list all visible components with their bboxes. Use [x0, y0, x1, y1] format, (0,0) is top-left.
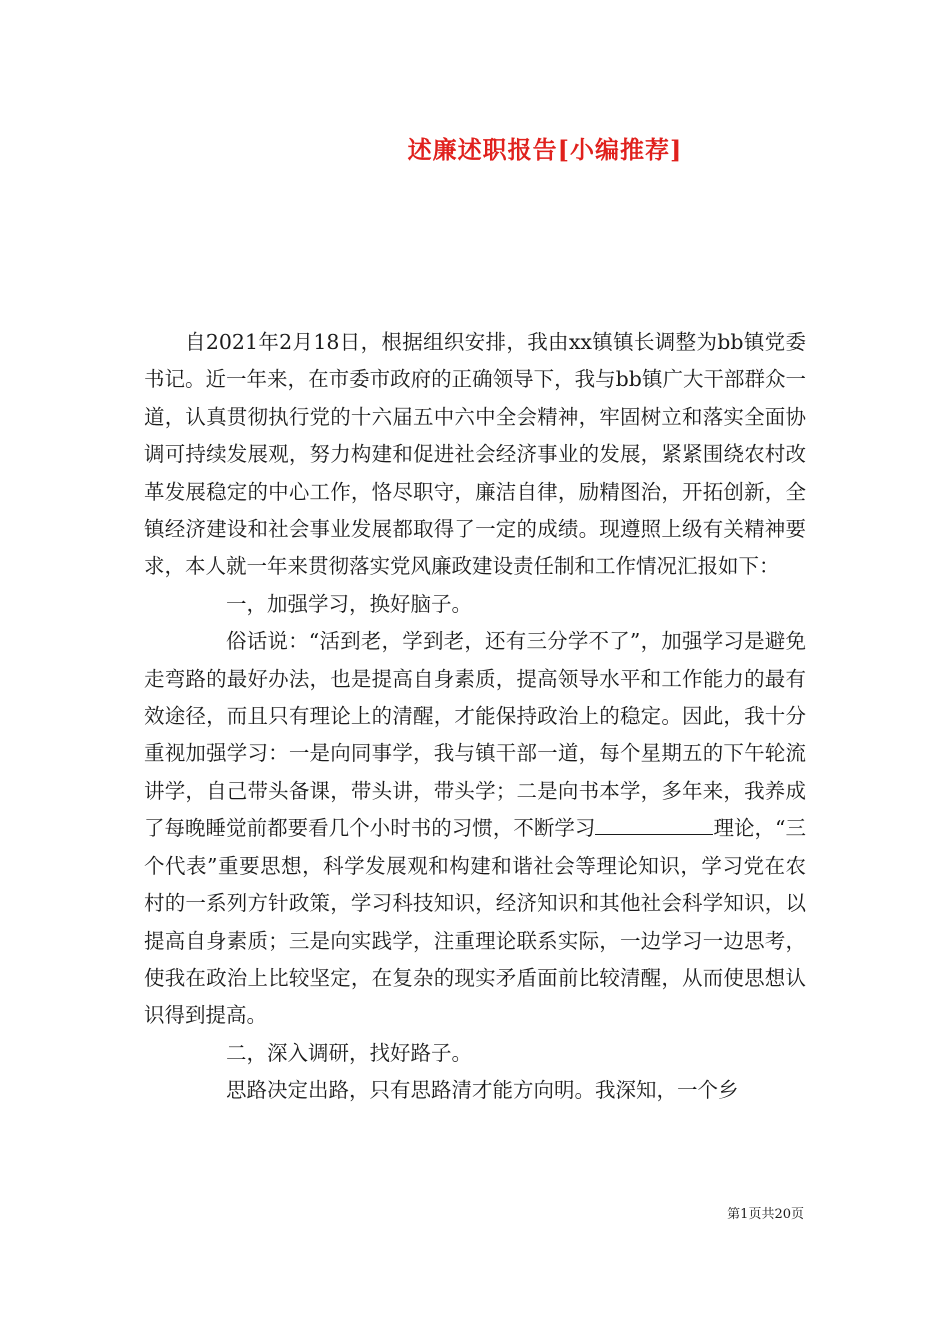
paragraph-study	[144, 623, 806, 1034]
section-heading-1: 一，加强学习，换好脑子。	[226, 591, 472, 616]
paragraph-research: 思路决定出路，只有思路清才能方向明。我深知，一个乡	[226, 1078, 739, 1103]
document-title: 述廉述职报告[小编推荐]	[407, 135, 683, 164]
page-number-footer: 第1页共20页	[727, 1207, 804, 1222]
blank-underline	[595, 814, 713, 836]
paragraph-intro: 自2021年2月18日，根据组织安排，我由xx镇镇长调整为bb镇党委书记。近一年来，在市委市政府的正确领导下，我与bb镇广大干部群众一道，认真贯彻执行党的十六届五中六中全会精神，牢固树立和落实全面协调可持续发展观，努力构建和促进社会经济事业的发展，紧紧围绕农村改革发展稳定的中心工作，恪尽职守，廉洁自律，励精图治，开拓创新，全镇经济建设和社会事业发展都取得了一定的成绩。现遵照上级有关精神要求，本人就一年来贯彻落实党风廉政建设责任制和工作情况汇报如下：	[144, 330, 806, 579]
paragraph-study-part1: 俗话说：“活到老，学到老，还有三分学不了”，加强学习是避免走弯路的最好办法，也是提高自身素质，提高领导水平和工作能力的最有效途径，而且只有理论上的清醒，才能保持政治上的稳定。因此，我十分重视加强学习：一是向同事学，我与镇干部一道，每个星期五的下午轮流讲学，自己带头备课，带头讲，带头学；二是向书本学，多年来，我养成了每晚睡觉前都要看几个小时书的习惯，不断学习	[144, 629, 806, 841]
document-body	[144, 324, 806, 1110]
paragraph-study-part2: 理论，“三个代表”重要思想，科学发展观和构建和谐社会等理论知识，学习党在农村的一系列方针政策，学习科技知识，经济知识和其他社会科学知识，以提高自身素质；三是向实践学，注重理论联系实际，一边学习一边思考，使我在政治上比较坚定，在复杂的现实矛盾面前比较清醒，从而使思想认识得到提高。	[144, 816, 806, 1028]
section-heading-2: 二，深入调研，找好路子。	[226, 1040, 472, 1065]
